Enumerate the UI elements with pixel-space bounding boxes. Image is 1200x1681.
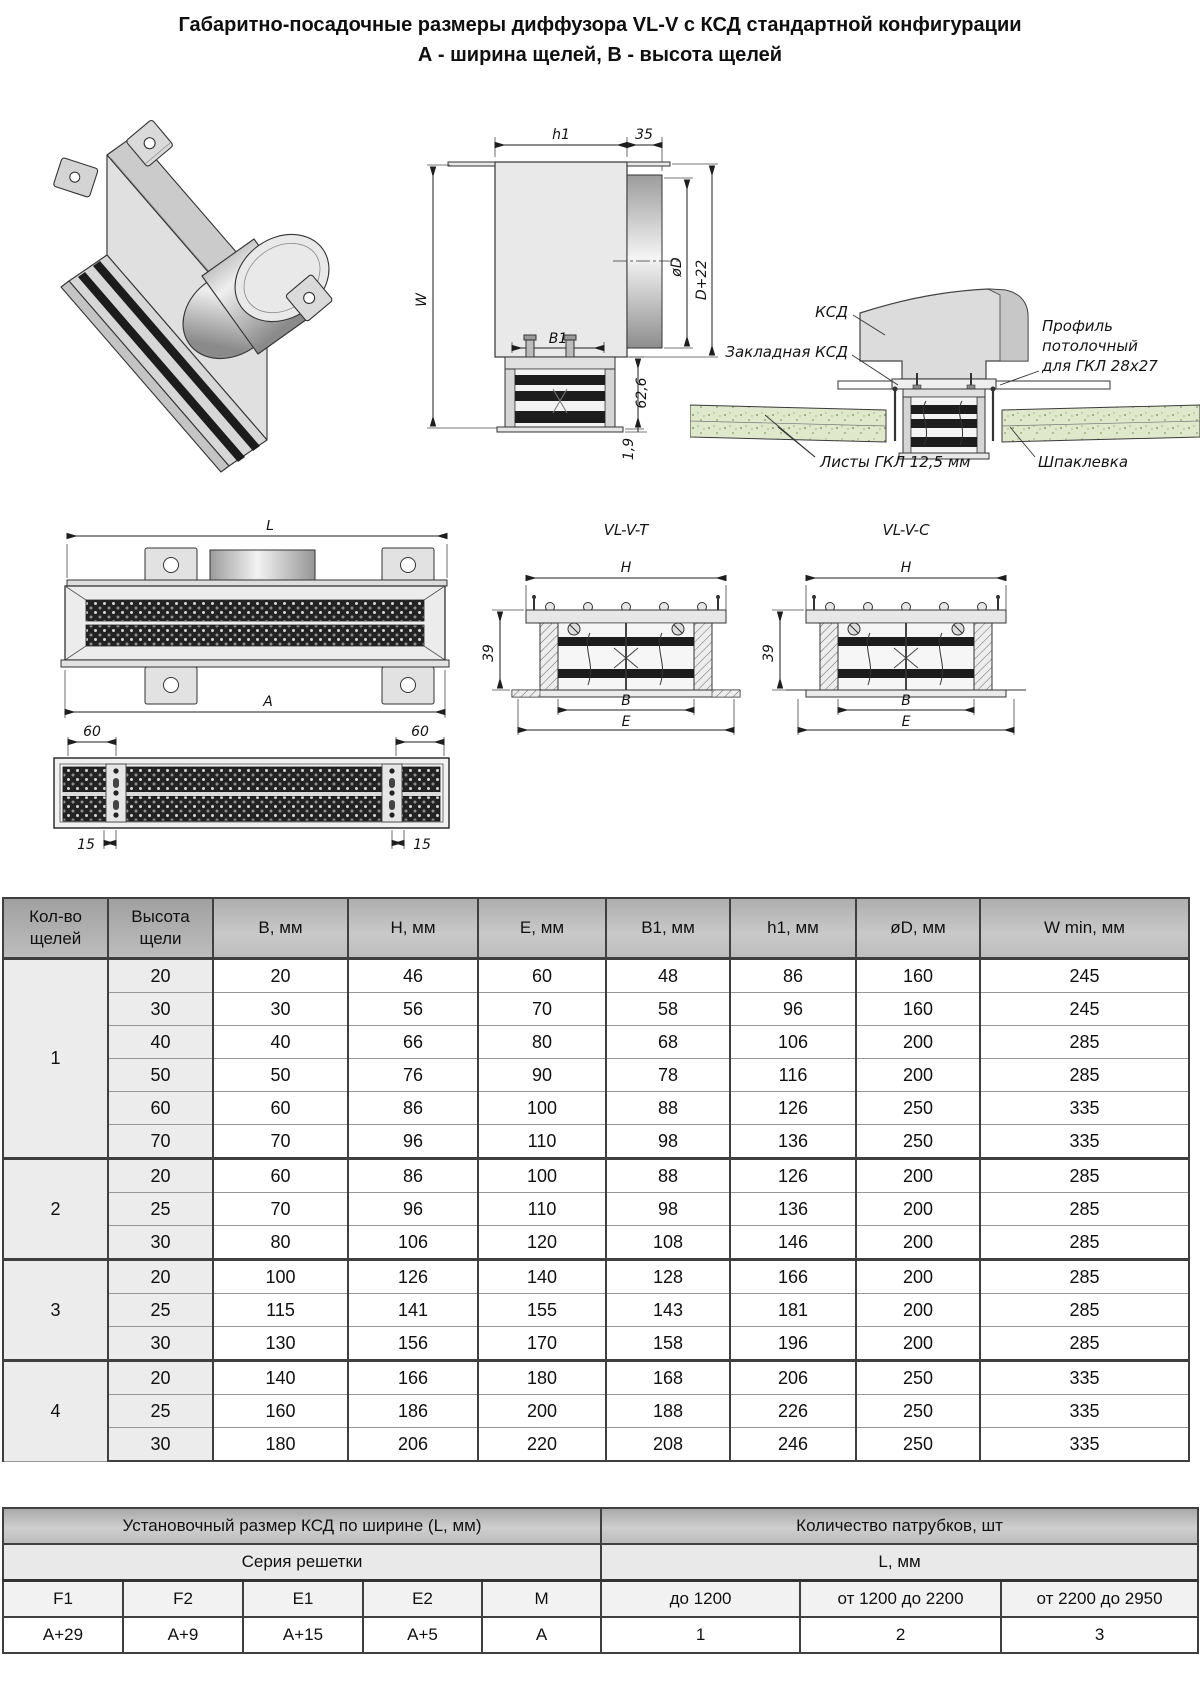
section-vlvc-geometry [772,578,1026,735]
table-cell: 46 [348,959,478,993]
table-row [3,1059,1189,1092]
dim-39: 39 [761,644,777,662]
section-vlvt-title: VL-V-T [603,521,649,539]
subheader-L-mm: L, мм [601,1544,1198,1581]
front-view-geometry [61,536,449,718]
table-cell: 108 [606,1226,730,1260]
series-val-F1: A+29 [3,1617,123,1653]
callout-zakladnaya: Закладная КСД [725,343,848,361]
series-col-F2: F2 [123,1581,243,1618]
cross-section-geometry [427,137,718,432]
table-row [3,1260,1189,1294]
table-cell: 20 [108,1159,213,1193]
table-cell: 245 [980,993,1189,1026]
callout-shpaklevka: Шпаклевка [1038,453,1129,471]
table-cell: 96 [348,1125,478,1159]
table-cell: 285 [980,1327,1189,1361]
table-cell: 30 [108,993,213,1026]
header-H: H, мм [348,898,478,959]
table-cell: 50 [213,1059,348,1092]
dim-15-left: 15 [77,837,95,853]
table-cell: 285 [980,1193,1189,1226]
callout-profil-line2: потолочный [1042,337,1138,355]
table-cell: 245 [980,959,1189,993]
length-col-1: до 1200 [601,1581,800,1618]
table-cell: 136 [730,1125,856,1159]
table-cell: 140 [478,1260,606,1294]
table-cell: 30 [213,993,348,1026]
count-val-1: 1 [601,1617,800,1653]
table-cell: 70 [213,1125,348,1159]
series-val-E1: A+15 [243,1617,363,1653]
table-row [3,1327,1189,1361]
table-cell: 128 [606,1260,730,1294]
table-cell: 160 [856,993,980,1026]
table-cell: 88 [606,1159,730,1193]
dim-D22: D+22 [694,259,710,301]
table-cell: 156 [348,1327,478,1361]
group-count-cell: 3 [3,1260,108,1361]
dimensions-table [2,897,1190,1462]
table-cell: 335 [980,1395,1189,1428]
table-cell: 76 [348,1059,478,1092]
table-cell: 146 [730,1226,856,1260]
table-cell: 56 [348,993,478,1026]
series-col-F1: F1 [3,1581,123,1618]
dim-W: W [414,293,430,307]
table-cell: 20 [108,959,213,993]
section-vlvt-geometry [492,578,740,735]
group-count-cell: 4 [3,1361,108,1462]
table-row [3,1125,1189,1159]
table-cell: 200 [856,1260,980,1294]
table-cell: 180 [478,1361,606,1395]
table-cell: 66 [348,1026,478,1059]
page-title [0,10,1200,70]
series-val-M: A [482,1617,601,1653]
table-header-row [3,898,1189,959]
length-col-2: от 1200 до 2200 [800,1581,1001,1618]
page-title-line1: Габаритно-посадочные размеры диффузора VL-V с КСД стандартной конфигурации [178,14,1022,36]
table-cell: 78 [606,1059,730,1092]
table-cell: 60 [213,1159,348,1193]
table-cell: 30 [108,1428,213,1462]
table-cell: 200 [478,1395,606,1428]
table-cell: 130 [213,1327,348,1361]
table-cell: 70 [213,1193,348,1226]
series-col-E1: E1 [243,1581,363,1618]
table-cell: 60 [478,959,606,993]
table-cell: 168 [606,1361,730,1395]
table-cell: 196 [730,1327,856,1361]
table-cell: 200 [856,1193,980,1226]
table-cell: 98 [606,1125,730,1159]
table-cell: 40 [108,1026,213,1059]
bottom-table-label-row [3,1581,1198,1618]
table-cell: 200 [856,1159,980,1193]
dim-H: H [900,560,912,576]
table-cell: 136 [730,1193,856,1226]
table-cell: 100 [213,1260,348,1294]
header-oD: øD, мм [856,898,980,959]
header-h1: h1, мм [730,898,856,959]
table-cell: 246 [730,1428,856,1462]
table-cell: 40 [213,1026,348,1059]
header-slot-count: Кол-во щелей [3,898,108,959]
table-cell: 160 [213,1395,348,1428]
table-cell: 25 [108,1395,213,1428]
series-col-M: M [482,1581,601,1618]
table-cell: 160 [856,959,980,993]
table-cell: 20 [108,1361,213,1395]
isometric-view-drawing [20,75,380,475]
table-cell: 226 [730,1395,856,1428]
table-cell: 70 [478,993,606,1026]
dim-h1: h1 [552,127,570,143]
table-cell: 48 [606,959,730,993]
table-cell: 285 [980,1026,1189,1059]
dim-60-right: 60 [411,724,429,740]
table-cell: 180 [213,1428,348,1462]
bottom-table-value-row [3,1617,1198,1653]
table-cell: 188 [606,1395,730,1428]
dim-60-left: 60 [83,724,101,740]
table-row [3,1159,1189,1193]
dim-19: 1,9 [621,437,637,461]
grille-bottom-view-drawing [30,723,470,863]
bottom-table-header-row [3,1508,1198,1544]
table-row [3,1361,1189,1395]
table-row [3,1026,1189,1059]
table-cell: 30 [108,1226,213,1260]
dim-A: А [263,694,273,710]
table-row [3,1092,1189,1125]
table-cell: 106 [730,1026,856,1059]
dim-B: B [901,693,911,709]
table-cell: 285 [980,1226,1189,1260]
page-title-line2: А - ширина щелей, В - высота щелей [417,44,783,66]
header-branch-count: Количество патрубков, шт [601,1508,1198,1544]
table-cell: 250 [856,1125,980,1159]
mounting-tab [53,157,98,197]
series-col-E2: E2 [363,1581,482,1618]
table-cell: 68 [606,1026,730,1059]
table-row [3,1395,1189,1428]
table-cell: 335 [980,1361,1189,1395]
dim-oD: øD [669,257,685,277]
table-cell: 96 [348,1193,478,1226]
table-cell: 143 [606,1294,730,1327]
callout-gkl: Листы ГКЛ 12,5 мм [820,453,971,471]
table-cell: 285 [980,1294,1189,1327]
table-row [3,1294,1189,1327]
callout-profil-line1: Профиль [1042,317,1113,335]
dim-35: 35 [635,127,653,143]
table-cell: 200 [856,1294,980,1327]
count-val-2: 2 [800,1617,1001,1653]
table-cell: 25 [108,1294,213,1327]
table-cell: 250 [856,1428,980,1462]
subheader-grille-series: Серия решетки [3,1544,601,1581]
table-cell: 110 [478,1193,606,1226]
table-row [3,1193,1189,1226]
group-count-cell: 2 [3,1159,108,1260]
table-row [3,959,1189,993]
table-cell: 170 [478,1327,606,1361]
dim-H: H [620,560,632,576]
table-cell: 30 [108,1327,213,1361]
table-cell: 80 [478,1026,606,1059]
dim-L: L [266,520,274,534]
dim-39: 39 [481,644,497,662]
count-val-3: 3 [1001,1617,1198,1653]
dim-E: E [901,714,911,730]
table-cell: 155 [478,1294,606,1327]
section-vlvt-drawing [478,485,758,740]
table-cell: 220 [478,1428,606,1462]
table-cell: 60 [108,1092,213,1125]
dim-626: 62,6 [634,377,650,409]
table-cell: 86 [348,1092,478,1125]
table-cell: 98 [606,1193,730,1226]
series-val-F2: A+9 [123,1617,243,1653]
header-Wmin: W min, мм [980,898,1189,959]
table-cell: 96 [730,993,856,1026]
table-cell: 20 [108,1260,213,1294]
dim-B: B [621,693,631,709]
table-cell: 285 [980,1059,1189,1092]
header-E: E, мм [478,898,606,959]
header-install-size: Установочный размер КСД по ширине (L, мм) [3,1508,601,1544]
table-cell: 166 [730,1260,856,1294]
header-slot-height: Высота щели [108,898,213,959]
table-cell: 285 [980,1159,1189,1193]
diffuser-isometric-body [53,119,346,472]
length-col-3: от 2200 до 2950 [1001,1581,1198,1618]
table-cell: 115 [213,1294,348,1327]
table-cell: 285 [980,1260,1189,1294]
table-cell: 250 [856,1361,980,1395]
table-cell: 250 [856,1395,980,1428]
table-cell: 186 [348,1395,478,1428]
table-cell: 116 [730,1059,856,1092]
table-cell: 335 [980,1092,1189,1125]
section-vlvc-title: VL-V-C [882,521,930,539]
dim-15-right: 15 [413,837,431,853]
table-cell: 86 [348,1159,478,1193]
table-cell: 20 [213,959,348,993]
table-cell: 90 [478,1059,606,1092]
section-vlvc-drawing [758,485,1038,740]
table-cell: 166 [348,1361,478,1395]
table-row [3,993,1189,1026]
table-cell: 200 [856,1226,980,1260]
grille-bottom-geometry [54,737,449,849]
table-cell: 88 [606,1092,730,1125]
table-cell: 200 [856,1059,980,1092]
table-cell: 25 [108,1193,213,1226]
table-cell: 100 [478,1092,606,1125]
header-B1: B1, мм [606,898,730,959]
table-cell: 126 [730,1159,856,1193]
group-count-cell: 1 [3,959,108,1159]
table-cell: 100 [478,1159,606,1193]
table-cell: 200 [856,1026,980,1059]
table-cell: 200 [856,1327,980,1361]
table-cell: 50 [108,1059,213,1092]
table-row [3,1226,1189,1260]
table-cell: 106 [348,1226,478,1260]
table-row [3,1428,1189,1462]
installation-size-table [2,1507,1199,1654]
table-cell: 86 [730,959,856,993]
table-cell: 70 [108,1125,213,1159]
table-cell: 126 [730,1092,856,1125]
table-cell: 60 [213,1092,348,1125]
table-cell: 58 [606,993,730,1026]
table-cell: 335 [980,1428,1189,1462]
table-cell: 80 [213,1226,348,1260]
bottom-table-sub-row [3,1544,1198,1581]
front-view-drawing [30,520,460,732]
dim-E: E [621,714,631,730]
table-cell: 110 [478,1125,606,1159]
table-cell: 250 [856,1092,980,1125]
table-cell: 181 [730,1294,856,1327]
table-cell: 126 [348,1260,478,1294]
table-cell: 158 [606,1327,730,1361]
header-B: B, мм [213,898,348,959]
callout-profil-line3: для ГКЛ 28х27 [1042,357,1158,375]
table-cell: 206 [348,1428,478,1462]
table-cell: 140 [213,1361,348,1395]
dim-B1: B1 [548,331,568,347]
series-val-E2: A+5 [363,1617,482,1653]
table-cell: 208 [606,1428,730,1462]
table-cell: 335 [980,1125,1189,1159]
table-cell: 120 [478,1226,606,1260]
cross-section-drawing [385,95,725,465]
table-cell: 141 [348,1294,478,1327]
table-cell: 206 [730,1361,856,1395]
callout-ksd: КСД [815,303,848,321]
